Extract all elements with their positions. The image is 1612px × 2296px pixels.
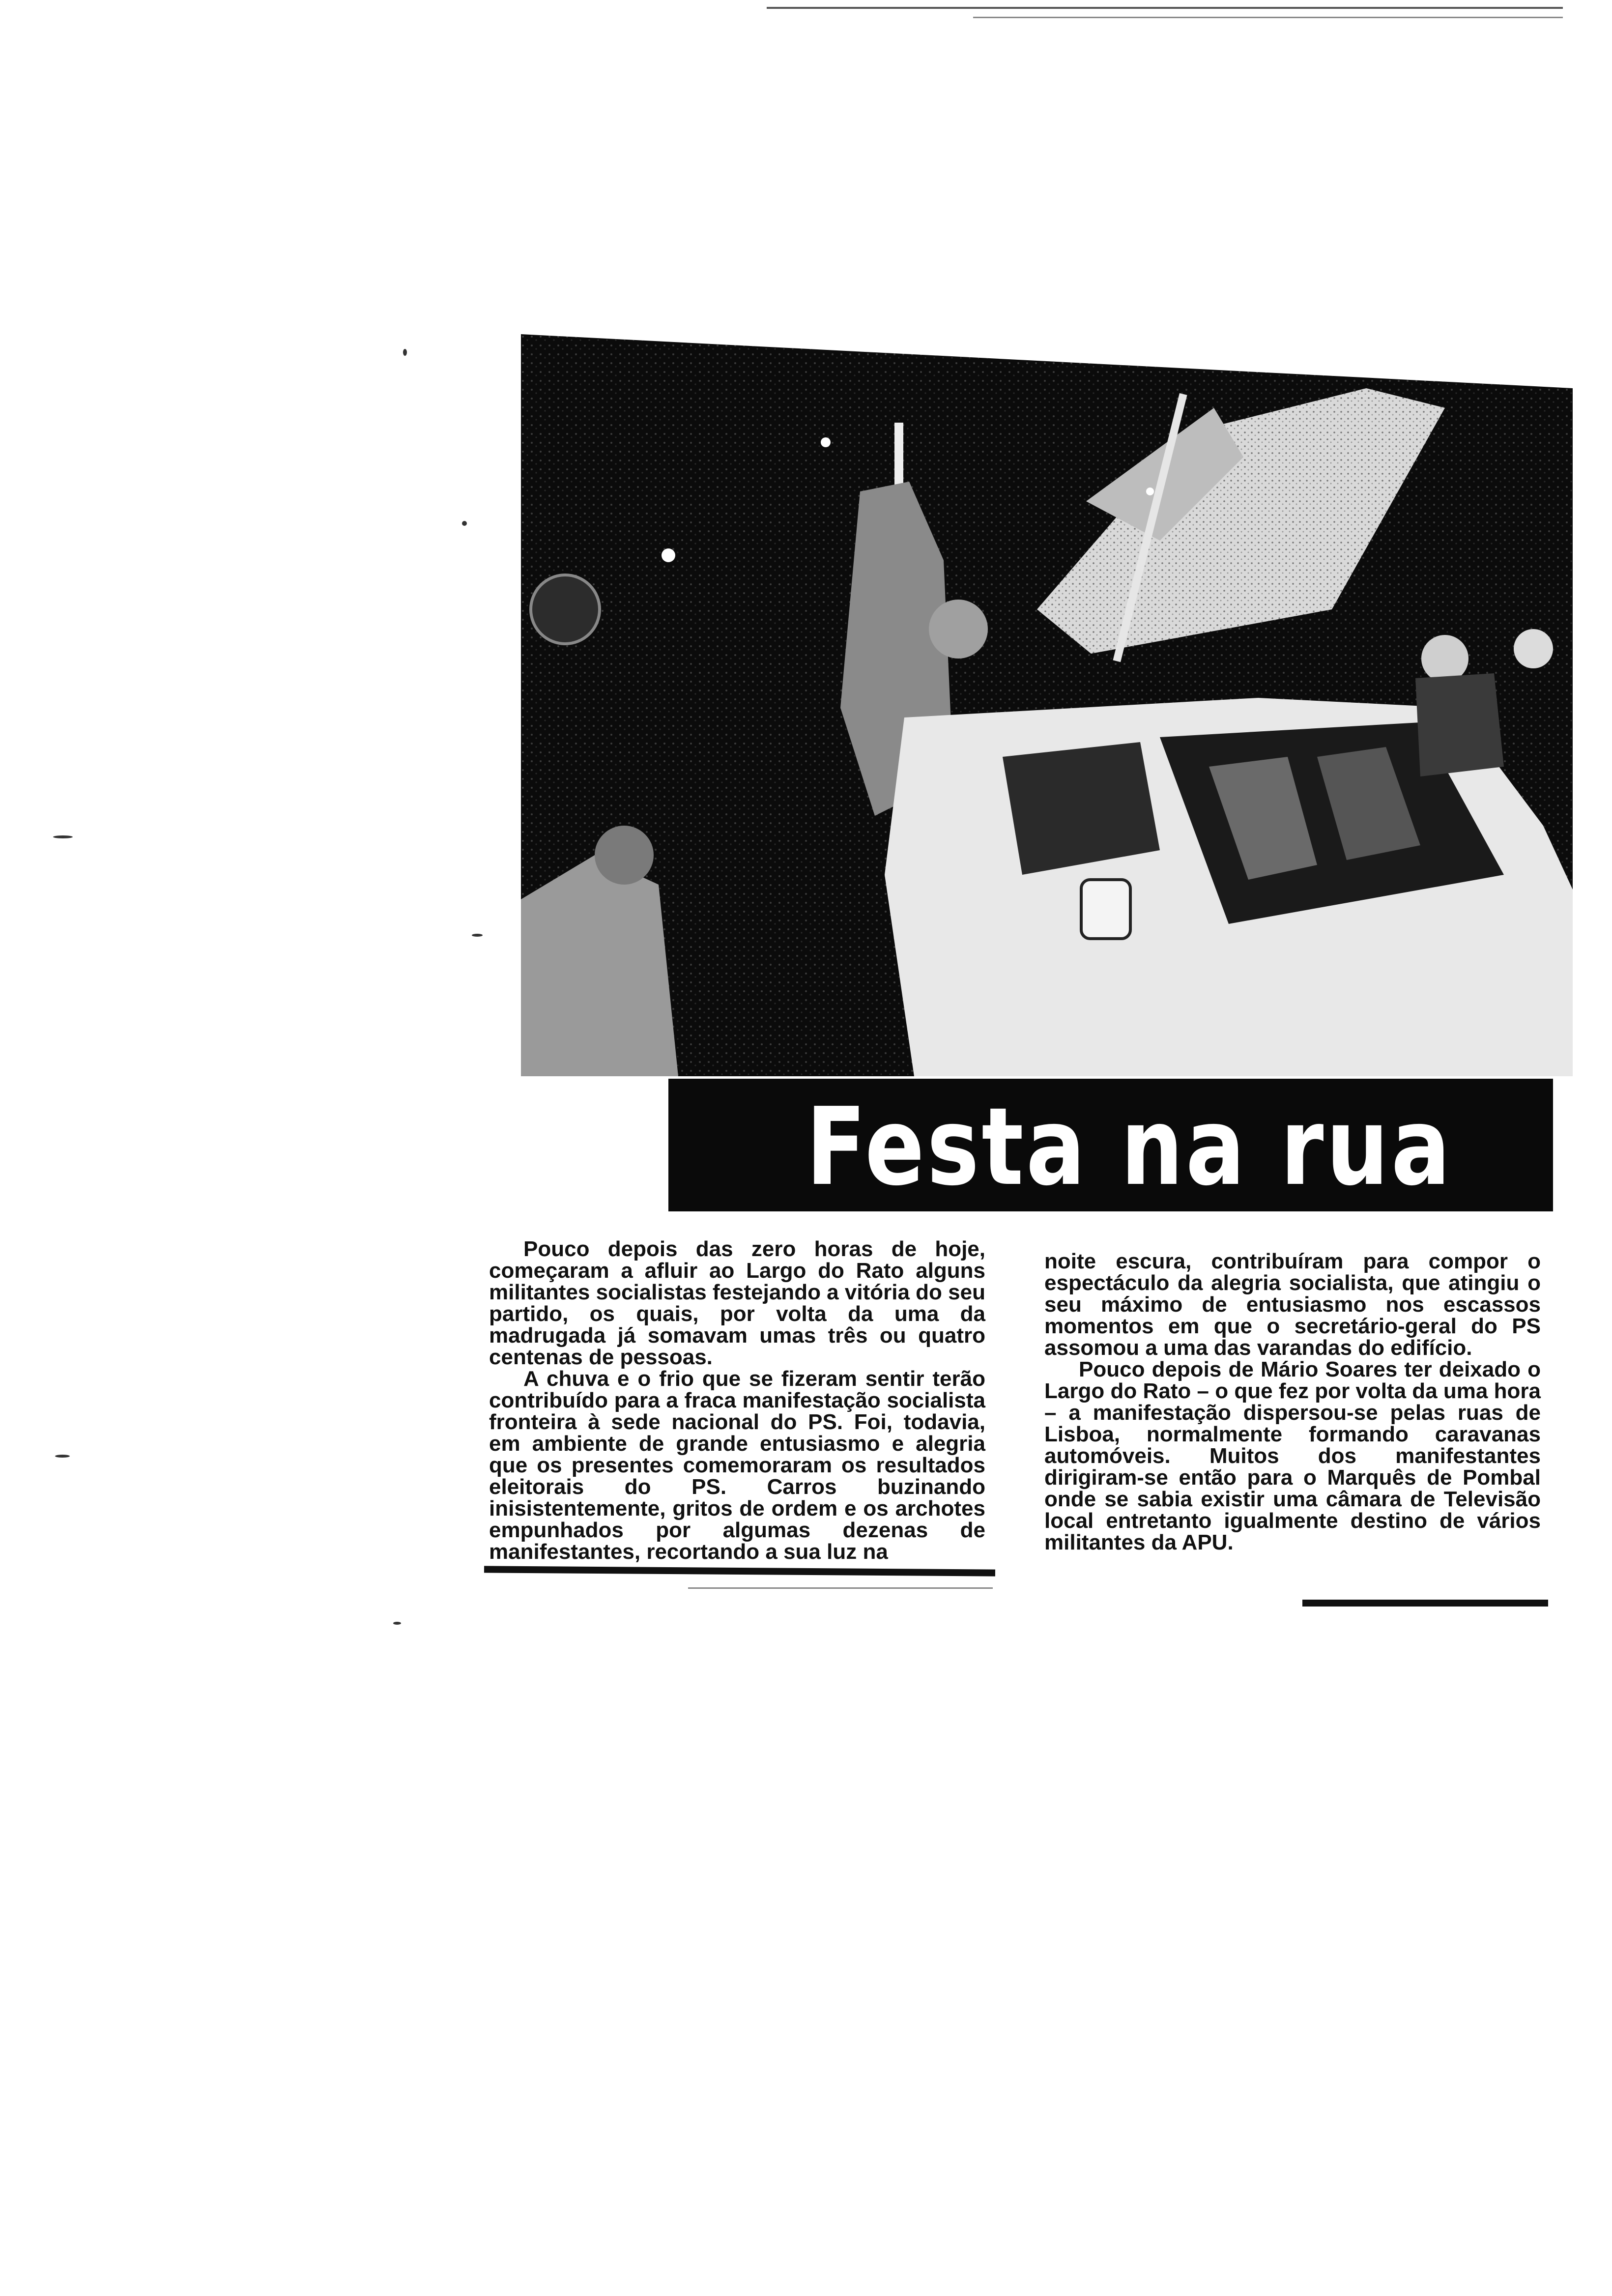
paragraph: noite escura, contribuíram para compor o espectáculo da alegria socialista, que atingiu o seu máximo de entusiasmo nos escassos momentos em que o secretário-geral do PS assomou a uma das varandas do edifício. xyxy=(1044,1249,1541,1360)
photo-light xyxy=(1146,488,1154,495)
photo-car-mirror xyxy=(1081,880,1130,939)
scan-speck xyxy=(55,1455,70,1458)
photo-crowd-face xyxy=(531,575,600,644)
crowd-celebration-photo xyxy=(521,334,1573,1076)
column-bottom-rule-thin xyxy=(688,1587,993,1589)
paragraph: A chuva e o frio que se fizeram sentir terão contribuído para a fraca manifestação socialista fronteira à sede nacional do PS. Foi, todavia, em ambiente de grande entusiasmo e alegria que os presentes comemoraram os resultados eleitorais do PS. Carros buzinando inisistentemente, gritos de ordem e os archotes empunhados por algumas dezenas de manifestantes, recortando a sua luz na xyxy=(489,1367,985,1564)
photo-person-far-right xyxy=(1514,629,1553,668)
photo-crowd-left xyxy=(521,855,678,1076)
scan-speck xyxy=(472,934,483,937)
photo-person-right xyxy=(1415,673,1504,776)
scan-speck xyxy=(403,349,407,356)
article-column-left xyxy=(489,1238,985,1563)
column-bottom-rule xyxy=(484,1566,995,1576)
scan-speck xyxy=(462,521,467,526)
paragraph: Pouco depois das zero horas de hoje, começaram a afluir ao Largo do Rato alguns militantes socialistas festejando a vitória do seu partido, os quais, por volta da uma da madrugada já somavam umas três ou quatro centenas de pessoas. xyxy=(489,1237,985,1369)
page-top-rule-secondary xyxy=(973,17,1563,18)
scan-speck xyxy=(53,835,73,838)
photo-crowd-head xyxy=(595,826,654,885)
photo-light xyxy=(821,437,831,447)
headline: Festa na rua xyxy=(806,1085,1453,1209)
photo-person-head xyxy=(929,600,988,659)
page-top-rule xyxy=(767,7,1563,9)
article-column-right xyxy=(1044,1251,1541,1553)
photo-person-right-head xyxy=(1421,635,1468,682)
paragraph: Pouco depois de Mário Soares ter deixado o Largo do Rato – o que fez por volta da uma hora – a manifestação dispersou-se pelas ruas de Lisboa, normalmente formando caravanas automóveis. Muitos dos manifestantes dirigiram-se então para o Marquês de Pombal onde se sabia existir uma câmara de Televisão local entretanto igualmente destino de vários militantes da APU. xyxy=(1044,1357,1541,1554)
scan-speck xyxy=(393,1622,401,1625)
column-bottom-rule xyxy=(1302,1600,1548,1607)
photo-light xyxy=(662,548,675,562)
